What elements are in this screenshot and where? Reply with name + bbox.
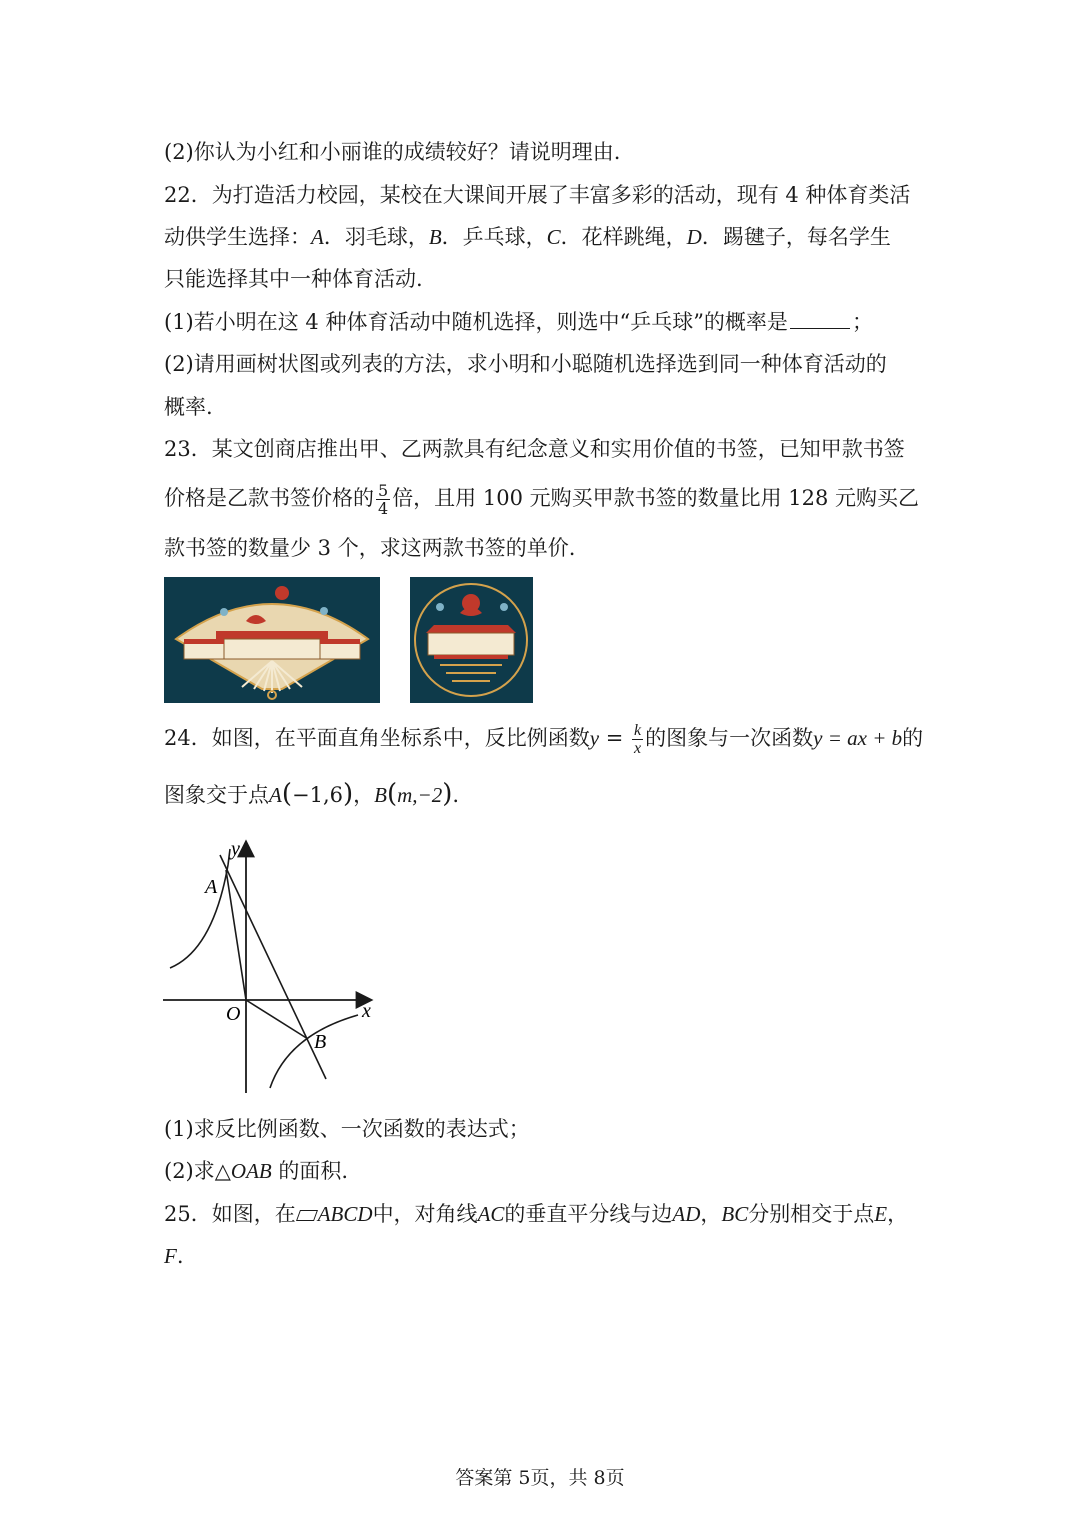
e-label: E bbox=[874, 1202, 888, 1226]
linear-function: y = ax + b bbox=[813, 726, 903, 750]
q22-stem-line2-text: 动供学生选择： bbox=[164, 225, 311, 249]
q25-line1-text-b: 中，对角线 bbox=[372, 1202, 478, 1226]
page-footer: 答案第 5页，共 8页 bbox=[455, 1467, 625, 1489]
q24-line1-text-b: 的图象与一次函数 bbox=[645, 726, 814, 750]
q25-line1-text-a: 25．如图，在 bbox=[164, 1202, 296, 1226]
abcd-label: ABCD bbox=[317, 1202, 373, 1226]
label-o: O bbox=[226, 1003, 241, 1025]
point-b-label: B bbox=[374, 783, 387, 807]
q24-part2-text-b: 的面积. bbox=[271, 1159, 349, 1183]
parallelogram-icon bbox=[296, 1210, 318, 1221]
q24-line1-text-a: 24．如图，在平面直角坐标系中，反比例函数 bbox=[164, 726, 590, 750]
fraction-k-over-x bbox=[632, 722, 643, 757]
comma: ， bbox=[353, 783, 375, 807]
paren-open: ( bbox=[386, 779, 398, 809]
q24-line2-text: 图象交于点 bbox=[164, 783, 269, 807]
q22-part2-line1: (2)请用画树状图或列表的方法，求小明和小聪随机选择选到同一种体育活动的 bbox=[164, 352, 887, 376]
ac-label: AC bbox=[477, 1202, 505, 1226]
q23-line2-text-b: 倍，且用 100 元购买甲款书签的数量比用 128 元购买乙 bbox=[392, 486, 920, 510]
q25-line2 bbox=[164, 1241, 184, 1271]
q24-line1-text-c: 的 bbox=[902, 726, 924, 750]
q22-stem-line3: 只能选择其中一种体育活动. bbox=[164, 267, 423, 291]
equals-sign: = bbox=[599, 726, 631, 750]
option-d-text: ．踢毽子，每名学生 bbox=[701, 225, 891, 249]
q23-line2-text-a: 价格是乙款书签价格的 bbox=[164, 486, 374, 510]
option-c-letter: C bbox=[546, 225, 561, 249]
option-c-text: ．花样跳绳， bbox=[560, 225, 687, 249]
q25-line1-text-c: 的垂直平分线与边 bbox=[504, 1202, 673, 1226]
q24-part2 bbox=[164, 1156, 348, 1186]
bc-label: BC bbox=[721, 1202, 749, 1226]
q24-line1 bbox=[164, 722, 923, 757]
paren-close: ) bbox=[342, 779, 354, 809]
triangle-oab: OAB bbox=[230, 1159, 272, 1183]
fraction-five-fourths bbox=[376, 482, 390, 517]
hyperbola-branch-left bbox=[170, 849, 230, 968]
q25-line1-text-d: 分别相交于点 bbox=[748, 1202, 875, 1226]
label-x: x bbox=[362, 1000, 371, 1022]
q22-part2-line2: 概率. bbox=[164, 395, 213, 419]
point-a-label: A bbox=[269, 783, 282, 807]
q22-part1-end: ； bbox=[851, 310, 873, 334]
q23-line3: 款书签的数量少 3 个，求这两款书签的单价. bbox=[164, 536, 576, 560]
option-d-letter: D bbox=[686, 225, 702, 249]
fraction-x: x bbox=[634, 740, 642, 757]
option-a-text: ．羽毛球， bbox=[323, 225, 429, 249]
q22-stem-line2 bbox=[164, 222, 891, 252]
q24-line2 bbox=[164, 779, 459, 810]
ad-label: AD bbox=[672, 1202, 701, 1226]
q25-line1 bbox=[164, 1199, 908, 1229]
comma: ， bbox=[887, 1202, 909, 1226]
fraction-k: k bbox=[634, 722, 642, 739]
q21-part2: (2)你认为小红和小丽谁的成绩较好？请说明理由. bbox=[164, 140, 621, 164]
var-y: y bbox=[589, 726, 600, 750]
period: . bbox=[176, 1244, 184, 1268]
coordinate-graph bbox=[158, 835, 388, 1104]
bookmark-fan-image bbox=[164, 577, 380, 703]
q23-line2 bbox=[164, 482, 919, 517]
q22-stem-line1: 22．为打造活力校园，某校在大课间开展了丰富多彩的活动，现有 4 种体育类活 bbox=[164, 183, 911, 207]
option-b-text: ．乒乓球， bbox=[441, 225, 547, 249]
fraction-denominator: 4 bbox=[378, 499, 389, 518]
period: . bbox=[452, 783, 460, 807]
option-a-letter: A bbox=[311, 225, 324, 249]
f-label: F bbox=[164, 1244, 177, 1268]
label-b: B bbox=[314, 1031, 327, 1053]
q22-part1 bbox=[164, 307, 873, 337]
paren-open: ( bbox=[281, 779, 292, 809]
point-b-coords: m,−2 bbox=[397, 783, 443, 807]
q24-part1: (1)求反比例函数、一次函数的表达式； bbox=[164, 1117, 530, 1141]
q22-part1-text: (1)若小明在这 4 种体育活动中随机选择，则选中“乒乓球”的概率是 bbox=[164, 310, 788, 334]
fraction-numerator: 5 bbox=[378, 481, 389, 500]
bookmark-round-image bbox=[410, 577, 533, 703]
label-a: A bbox=[205, 876, 218, 898]
comma: ， bbox=[700, 1202, 722, 1226]
q23-line1: 23．某文创商店推出甲、乙两款具有纪念意义和实用价值的书签，已知甲款书签 bbox=[164, 437, 905, 461]
q24-part2-text-a: (2)求△ bbox=[164, 1159, 231, 1183]
linear-line bbox=[220, 855, 326, 1079]
option-b-letter: B bbox=[428, 225, 442, 249]
label-y: y bbox=[231, 838, 240, 860]
point-a-coords: −1,6 bbox=[291, 783, 343, 807]
answer-blank[interactable] bbox=[790, 308, 850, 329]
paren-close: ) bbox=[442, 779, 453, 809]
